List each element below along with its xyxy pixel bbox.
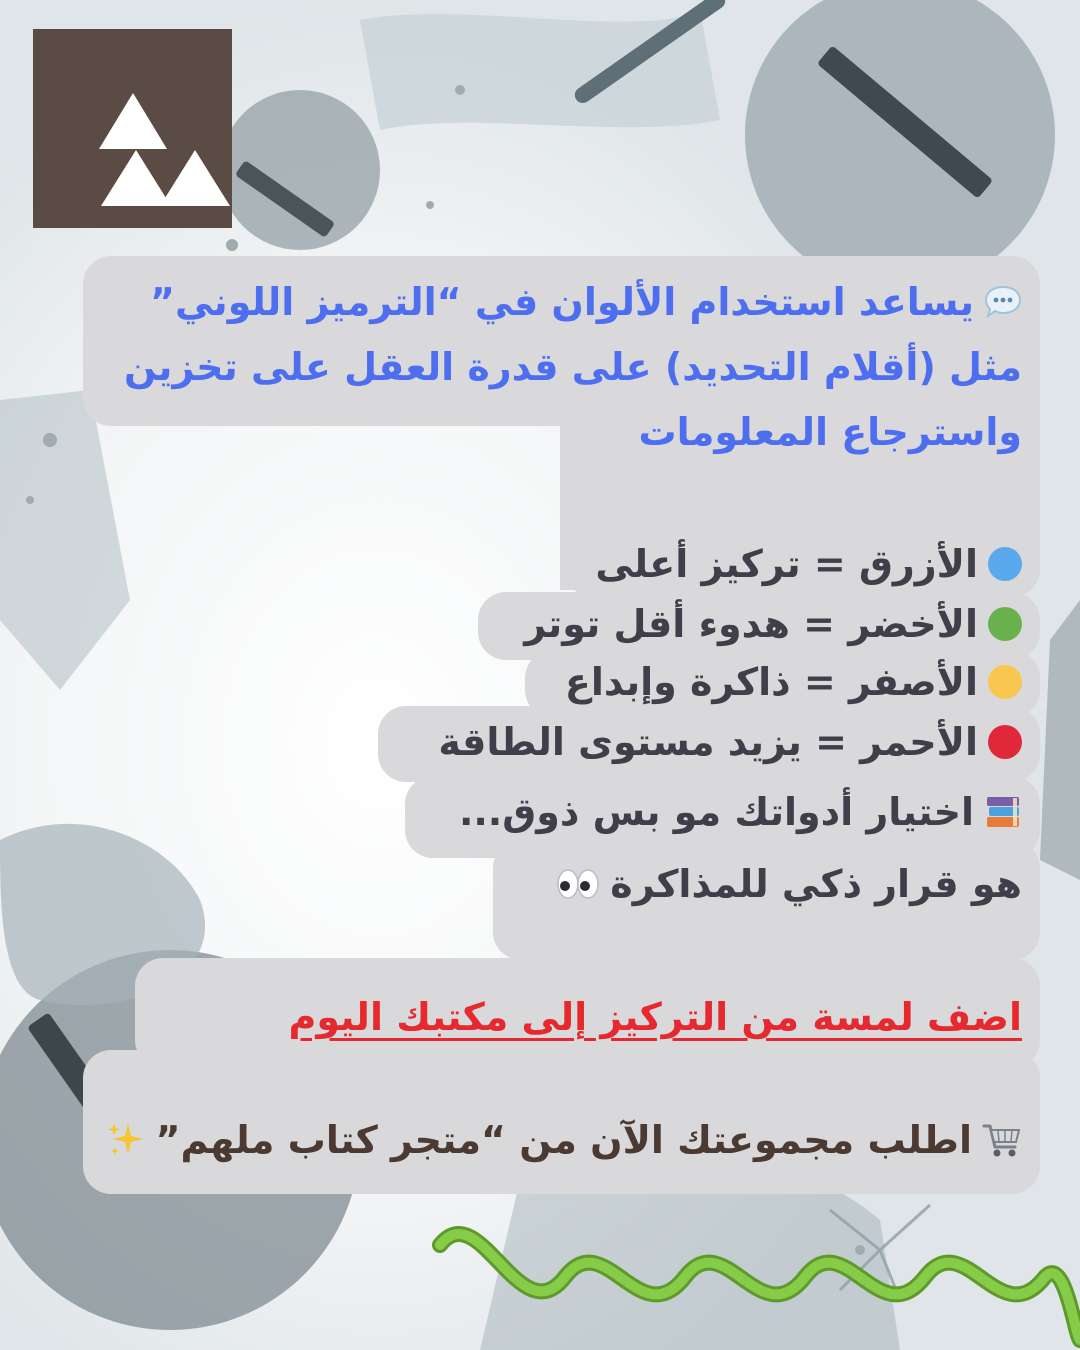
shopping-cart-icon	[982, 1121, 1022, 1159]
sparkles-icon	[106, 1120, 146, 1160]
intro-text-2: مثل (أقلام التحديد) على قدرة العقل على تخزين	[123, 345, 1022, 389]
choice-line-2	[556, 862, 1022, 906]
color-item-blue-text: الأزرق = تركيز أعلى	[595, 542, 978, 586]
books-icon	[984, 793, 1022, 831]
intro-text-3: واسترجاع المعلومات	[638, 410, 1022, 454]
color-item-red-text: الأحمر = يزيد مستوى الطاقة	[438, 720, 978, 764]
green-circle-icon	[988, 607, 1022, 641]
triforce-icon	[33, 29, 232, 228]
cta-line	[288, 995, 1022, 1039]
color-item-yellow	[565, 660, 1022, 704]
speech-bubble-icon	[984, 283, 1022, 321]
choice-text-1: اختيار أدواتك مو بس ذوق...	[458, 790, 974, 834]
intro-line-2	[124, 345, 1022, 389]
cta-text: اضف لمسة من التركيز إلى مكتبك اليوم	[288, 995, 1022, 1039]
red-circle-icon	[988, 725, 1022, 759]
color-item-yellow-text: الأصفر = ذاكرة وإبداع	[564, 660, 978, 704]
blue-circle-icon	[988, 547, 1022, 581]
color-item-green	[524, 602, 1022, 646]
color-item-red	[438, 720, 1022, 764]
green-wave-icon	[425, 1205, 1080, 1350]
order-line	[106, 1118, 1022, 1162]
color-item-green-text: الأخضر = هدوء أقل توتر	[524, 602, 978, 646]
color-item-blue	[595, 542, 1022, 586]
intro-line-1	[150, 280, 1022, 324]
intro-line-3	[638, 410, 1022, 454]
logo-box	[33, 29, 232, 228]
choice-text-2: هو قرار ذكي للمذاكرة	[610, 862, 1022, 906]
eyes-icon	[556, 867, 600, 901]
intro-text-1: يساعد استخدام الألوان في “الترميز اللوني”	[150, 280, 974, 324]
yellow-circle-icon	[988, 665, 1022, 699]
order-text: اطلب مجموعتك الآن من “متجر كتاب ملهم”	[155, 1118, 972, 1162]
choice-line-1	[459, 790, 1022, 834]
